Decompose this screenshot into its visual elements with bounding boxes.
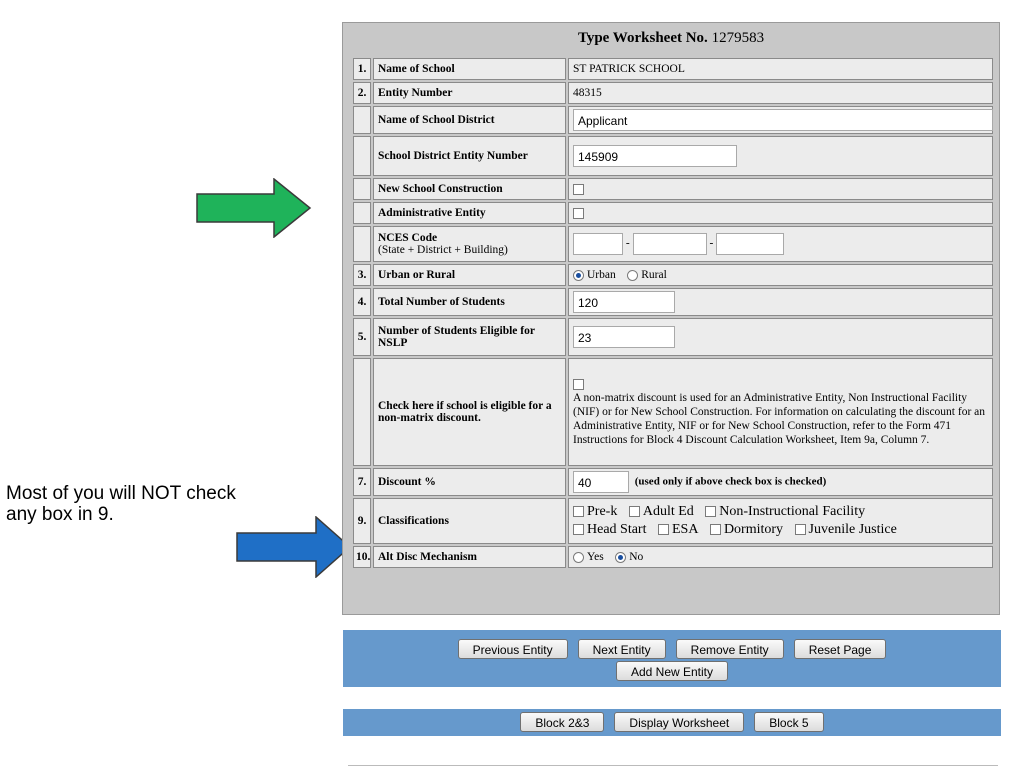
previous-entity-button[interactable]: Previous Entity bbox=[458, 639, 568, 659]
table-row bbox=[353, 288, 993, 316]
worksheet-title bbox=[343, 30, 999, 47]
new-construction-checkbox[interactable] bbox=[573, 184, 584, 195]
table-row bbox=[353, 358, 993, 466]
remove-entity-button[interactable]: Remove Entity bbox=[676, 639, 784, 659]
esa-label: ESA bbox=[671, 522, 699, 537]
classifications-label: Classifications bbox=[373, 498, 566, 544]
alt-disc-label: Alt Disc Mechanism bbox=[373, 546, 566, 568]
worksheet-number: 1279583 bbox=[711, 30, 765, 46]
alt-disc-no-label: No bbox=[629, 551, 644, 563]
nces-district-input[interactable] bbox=[633, 233, 707, 255]
school-name-label: Name of School bbox=[373, 58, 566, 80]
prek-checkbox[interactable] bbox=[573, 506, 584, 517]
nslp-label: Number of Students Eligible for NSLP bbox=[373, 318, 566, 356]
entity-number-label: Entity Number bbox=[373, 82, 566, 104]
juvenile-justice-checkbox[interactable] bbox=[795, 524, 806, 535]
admin-entity-label: Administrative Entity bbox=[373, 202, 566, 224]
rural-radio[interactable] bbox=[627, 270, 638, 281]
new-construction-label: New School Construction bbox=[373, 178, 566, 200]
block-button-bar bbox=[343, 709, 1001, 736]
row-number: 5. bbox=[353, 318, 371, 356]
non-instructional-label: Non-Instructional Facility bbox=[719, 504, 866, 519]
table-row bbox=[353, 58, 993, 80]
reset-page-button[interactable]: Reset Page bbox=[794, 639, 887, 659]
nonmatrix-checkbox[interactable] bbox=[573, 379, 584, 390]
district-entity-input[interactable]: 145909 bbox=[573, 145, 737, 167]
discount-input[interactable]: 40 bbox=[573, 471, 629, 493]
row-number: 2. bbox=[353, 82, 371, 104]
type-worksheet-panel bbox=[342, 22, 1000, 615]
classifications-row-2 bbox=[573, 521, 988, 539]
classifications-row-1 bbox=[573, 503, 988, 521]
table-row bbox=[353, 136, 993, 176]
head-start-label: Head Start bbox=[587, 522, 647, 537]
nces-title: NCES Code bbox=[378, 232, 438, 244]
rural-option-label: Rural bbox=[641, 269, 667, 281]
nces-state-input[interactable] bbox=[573, 233, 623, 255]
admin-entity-checkbox[interactable] bbox=[573, 208, 584, 219]
table-row bbox=[353, 106, 993, 134]
non-instructional-checkbox[interactable] bbox=[705, 506, 716, 517]
nslp-input[interactable]: 23 bbox=[573, 326, 675, 348]
worksheet-title-label: Type Worksheet No. bbox=[577, 30, 708, 46]
alt-disc-no-radio[interactable] bbox=[615, 552, 626, 563]
adult-ed-checkbox[interactable] bbox=[629, 506, 640, 517]
prek-label: Pre-k bbox=[587, 504, 618, 519]
table-row bbox=[353, 264, 993, 286]
nonmatrix-note: A non-matrix discount is used for an Administrative Entity, Non Instructional Facility (NIF) or for New School Construction. For information on calculating the discount for an Administrative Entity, NIF or for New School Construction, refer to the Form 471 Instructions for Block 4 Discount Calculation Worksheet, Item 9a, Column 7. bbox=[573, 392, 986, 446]
add-new-entity-button[interactable]: Add New Entity bbox=[616, 661, 728, 681]
school-name-value: ST PATRICK SCHOOL bbox=[568, 58, 993, 80]
row-number: 4. bbox=[353, 288, 371, 316]
next-entity-button[interactable]: Next Entity bbox=[578, 639, 666, 659]
table-row bbox=[353, 498, 993, 544]
district-entity-label: School District Entity Number bbox=[373, 136, 566, 176]
total-students-label: Total Number of Students bbox=[373, 288, 566, 316]
district-name-input[interactable]: Applicant bbox=[573, 109, 993, 131]
display-worksheet-button[interactable]: Display Worksheet bbox=[614, 712, 744, 732]
nces-separator: - bbox=[625, 237, 630, 250]
urban-rural-label: Urban or Rural bbox=[373, 264, 566, 286]
discount-label: Discount % bbox=[373, 468, 566, 496]
row-number: 9. bbox=[353, 498, 371, 544]
annotation-text: Most of you will NOT check any box in 9. bbox=[6, 483, 236, 525]
nces-building-input[interactable] bbox=[716, 233, 784, 255]
table-row bbox=[353, 546, 993, 568]
alt-disc-yes-radio[interactable] bbox=[573, 552, 584, 563]
row-number: 10. bbox=[353, 546, 371, 568]
block-5-button[interactable]: Block 5 bbox=[754, 712, 823, 732]
table-row bbox=[353, 178, 993, 200]
discount-note: (used only if above check box is checked) bbox=[634, 475, 827, 488]
table-row bbox=[353, 202, 993, 224]
nces-separator: - bbox=[709, 237, 714, 250]
total-students-input[interactable]: 120 bbox=[573, 291, 675, 313]
table-row bbox=[353, 226, 993, 262]
nces-label bbox=[373, 226, 566, 262]
table-row bbox=[353, 468, 993, 496]
dormitory-label: Dormitory bbox=[723, 522, 784, 537]
nonmatrix-label: Check here if school is eligible for a non-matrix discount. bbox=[373, 358, 566, 466]
adult-ed-label: Adult Ed bbox=[642, 504, 694, 519]
juvenile-justice-label: Juvenile Justice bbox=[808, 522, 897, 537]
head-start-checkbox[interactable] bbox=[573, 524, 584, 535]
esa-checkbox[interactable] bbox=[658, 524, 669, 535]
worksheet-table bbox=[351, 56, 995, 570]
dormitory-checkbox[interactable] bbox=[710, 524, 721, 535]
blue-arrow-icon bbox=[236, 516, 352, 578]
nces-subtitle: (State + District + Building) bbox=[378, 244, 508, 256]
table-row bbox=[353, 82, 993, 104]
green-arrow-icon bbox=[196, 178, 312, 238]
row-number: 3. bbox=[353, 264, 371, 286]
divider bbox=[348, 765, 998, 766]
row-number: 7. bbox=[353, 468, 371, 496]
urban-option-label: Urban bbox=[587, 269, 616, 281]
block-2-3-button[interactable]: Block 2&3 bbox=[520, 712, 604, 732]
alt-disc-yes-label: Yes bbox=[587, 551, 604, 563]
row-number: 1. bbox=[353, 58, 371, 80]
entity-button-bar bbox=[343, 630, 1001, 687]
entity-number-value: 48315 bbox=[568, 82, 993, 104]
urban-radio[interactable] bbox=[573, 270, 584, 281]
district-name-label: Name of School District bbox=[373, 106, 566, 134]
table-row bbox=[353, 318, 993, 356]
